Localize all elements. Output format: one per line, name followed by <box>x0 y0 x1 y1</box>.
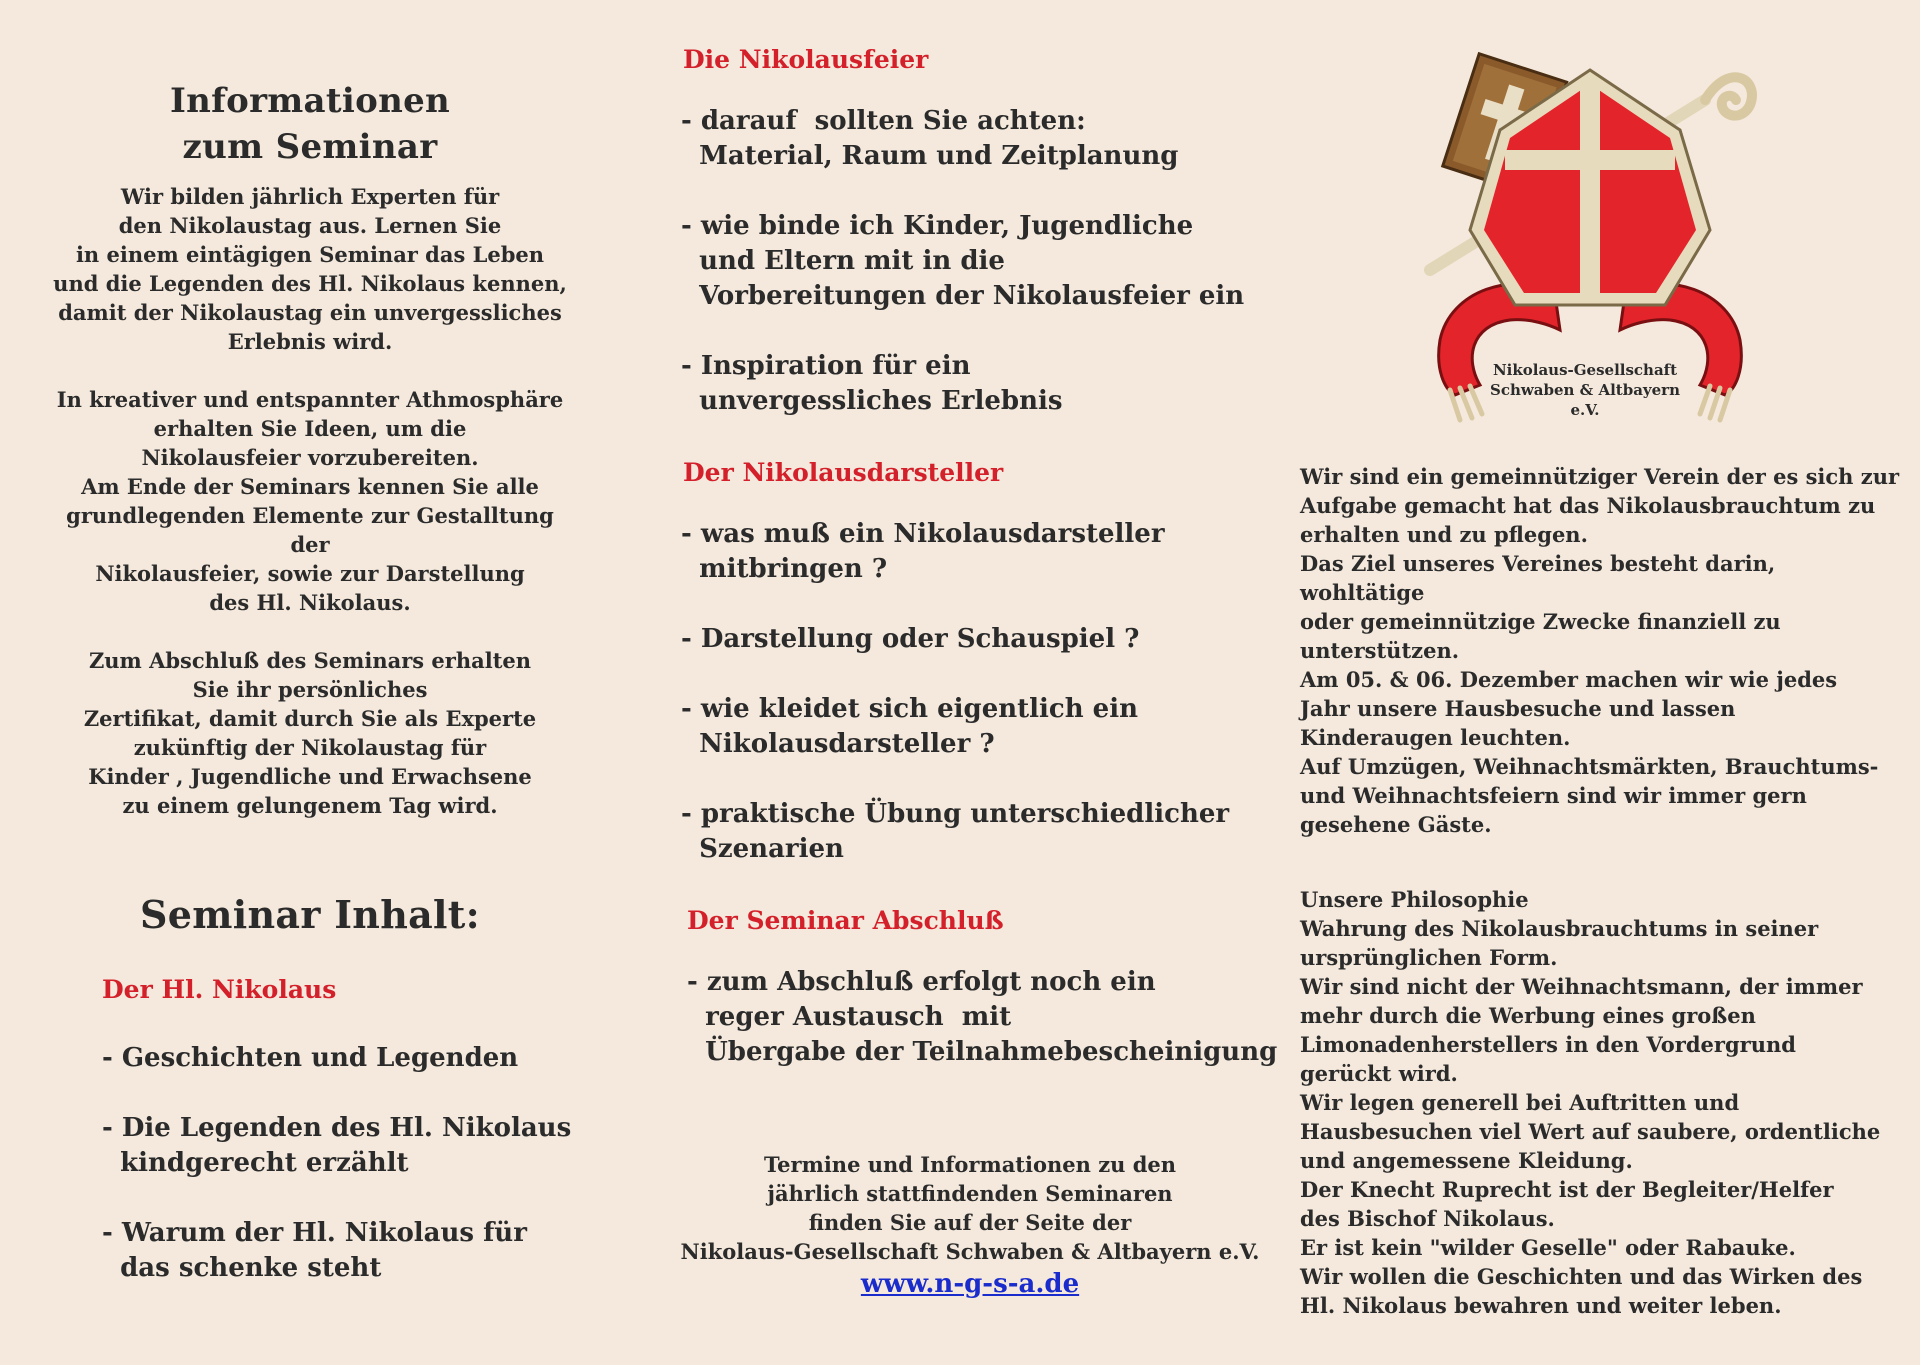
section-heading-feier: Die Nikolausfeier <box>683 45 929 74</box>
bullet-item: - Inspiration für ein unvergessliches Erlebnis <box>681 351 1063 416</box>
logo-caption: Nikolaus-Gesellschaft Schwaben & Altbayern e.V. <box>1490 361 1680 419</box>
section-heading-nikolaus: Der Hl. Nikolaus <box>102 975 337 1004</box>
about-paragraph-1: Wir sind ein gemeinnütziger Verein der es sich zur Aufgabe gemacht hat das Nikolausbrauchtum zu erhalten und zu pflegen. Das Ziel unseres Vereines besteht darin, wohltätige oder gemeinnützige Zwecke finanziell zu unterstützen. Am 05. & 06. Dezember machen wir wie jedes Jahr unsere Hausbesuche und lassen Kinderaugen leuchten. Auf Umzügen, Weihnachtsmärkten, Brauchtums- und Weihnachtsfeiern sind wir immer gern gesehene Gäste. <box>1300 464 1900 837</box>
section-heading-abschluss: Der Seminar Abschluß <box>687 906 1004 935</box>
bullet-item: - zum Abschluß erfolgt noch ein reger Austausch mit Übergabe der Teilnahmebescheinigung <box>687 967 1278 1067</box>
section-heading-darsteller: Der Nikolausdarsteller <box>683 458 1004 487</box>
bullet-item: - wie binde ich Kinder, Jugendliche und Eltern mit in die Vorbereitungen der Nikolausfeier ein <box>681 211 1245 311</box>
content-column <box>675 0 1278 1299</box>
info-paragraph-3: Zum Abschluß des Seminars erhalten Sie ihr persönliches Zertifikat, damit durch Sie als Experte zukünftig der Nikolaustag für Kinder , Jugendliche und Erwachsene zu einem gelungenem Tag wird. <box>83 648 537 818</box>
info-title: Informationen zum Seminar <box>169 81 451 167</box>
bullet-item: - darauf sollten Sie achten: Material, Raum und Zeitplanung <box>681 106 1179 171</box>
bullet-item: - wie kleidet sich eigentlich ein Nikolausdarsteller ? <box>681 694 1139 759</box>
footer-info: Termine und Informationen zu den jährlich stattfindenden Seminaren finden Sie auf der Seite der Nikolaus-Gesellschaft Schwaben & Altbayern e.V. <box>680 1152 1260 1264</box>
bullet-item: - was muß ein Nikolausdarsteller mitbringen ? <box>681 519 1165 584</box>
seminar-content-title: Seminar Inhalt: <box>140 892 480 937</box>
about-column <box>1300 0 1900 1320</box>
website-link[interactable]: www.n-g-s-a.de <box>860 1269 1080 1299</box>
bullet-item: - Die Legenden des Hl. Nikolaus kindgerecht erzählt <box>102 1113 572 1178</box>
info-column <box>50 0 570 1286</box>
about-paragraph-2: Unsere Philosophie Wahrung des Nikolausbrauchtums in seiner ursprünglichen Form. Wir sind nicht der Weihnachtsmann, der immer mehr durch die Werbung eines großen Limonadenherstellers in den Vordergrund gerückt wird. Wir legen generell bei Auftritten und Hausbesuchen viel Wert auf saubere, ordentliche und angemessene Kleidung. Der Knecht Ruprecht ist der Begleiter/Helfer des Bischof Nikolaus. Er ist kein "wilder Geselle" oder Rabauke. Wir wollen die Geschichten und das Wirken des Hl. Nikolaus bewahren und weiter leben. <box>1300 887 1881 1318</box>
info-paragraph-2: In kreativer und entspannter Athmosphäre erhalten Sie Ideen, um die Nikolausfeier vorzubereiten. Am Ende der Seminars kennen Sie alle grundlegenden Elemente zur Gestalltung der Nikolausfeier, sowie zur Darstellung des Hl. Nikolaus. <box>56 387 564 615</box>
bullet-item: - Warum der Hl. Nikolaus für das schenke steht <box>102 1218 527 1283</box>
info-paragraph-1: Wir bilden jährlich Experten für den Nikolaustag aus. Lernen Sie in einem eintägigen Seminar das Leben und die Legenden des Hl. Nikolaus kennen, damit der Nikolaustag ein unvergessliches Erlebnis wird. <box>53 184 567 354</box>
bullet-item: - Darstellung oder Schauspiel ? <box>681 624 1140 654</box>
bullet-item: - Geschichten und Legenden <box>102 1043 519 1073</box>
bullet-item: - praktische Übung unterschiedlicher Szenarien <box>681 799 1230 864</box>
